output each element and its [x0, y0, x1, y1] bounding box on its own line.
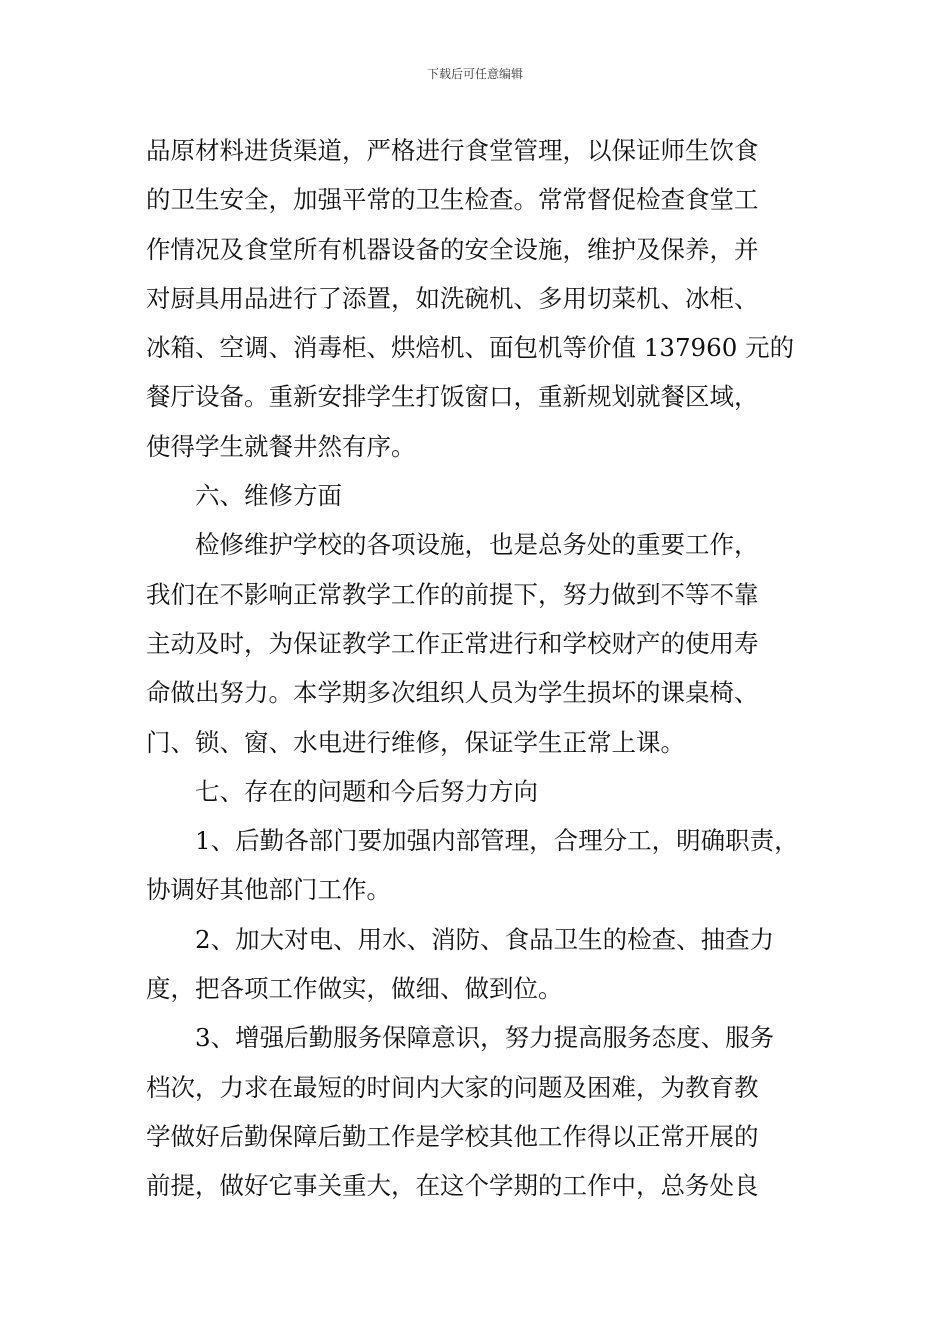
- text-line: 协调好其他部门工作。: [146, 875, 391, 905]
- text-line: 使得学生就餐井然有序。: [146, 431, 416, 461]
- text-line: 作情况及食堂所有机器设备的安全设施，维护及保养，并: [146, 234, 759, 264]
- text-line: 冰箱、空调、消毒柜、烘焙机、面包机等价值 137960 元的: [146, 333, 795, 363]
- text-line: 档次，力求在最短的时间内大家的问题及困难，为教育教: [146, 1072, 759, 1102]
- page-header: 下载后可任意编辑: [426, 67, 523, 81]
- document-body: [146, 126, 816, 1211]
- text-line: 餐厅设备。重新安排学生打饭窗口，重新规划就餐区域，: [146, 382, 759, 412]
- text-line: 检修维护学校的各项设施，也是总务处的重要工作，: [195, 530, 759, 560]
- text-line: 2、加大对电、用水、消防、食品卫生的检查、抽查力: [195, 924, 775, 954]
- text-line: 度，把各项工作做实，做细、做到位。: [146, 974, 563, 1004]
- text-line: 六、维修方面: [195, 481, 342, 511]
- text-line: 命做出努力。本学期多次组织人员为学生损坏的课桌椅、: [146, 678, 759, 708]
- text-line: 主动及时，为保证教学工作正常进行和学校财产的使用寿: [146, 628, 759, 658]
- text-line: 对厨具用品进行了添置，如洗碗机、多用切菜机、冰柜、: [146, 283, 759, 313]
- text-line: 的卫生安全，加强平常的卫生检查。常常督促检查食堂工: [146, 185, 759, 215]
- text-line: 1、后勤各部门要加强内部管理，合理分工，明确职责，: [195, 826, 799, 856]
- text-line: 3、增强后勤服务保障意识，努力提高服务态度、服务: [195, 1023, 775, 1053]
- text-line: 门、锁、窗、水电进行维修，保证学生正常上课。: [146, 727, 685, 757]
- text-line: 品原材料进货渠道，严格进行食堂管理，以保证师生饮食: [146, 136, 759, 165]
- text-line: 前提，做好它事关重大，在这个学期的工作中，总务处良: [146, 1171, 759, 1201]
- text-line: 七、存在的问题和今后努力方向: [195, 776, 538, 806]
- text-line: 我们在不影响正常教学工作的前提下，努力做到不等不靠: [146, 579, 759, 609]
- text-line: 学做好后勤保障后勤工作是学校其他工作得以正常开展的: [146, 1121, 759, 1151]
